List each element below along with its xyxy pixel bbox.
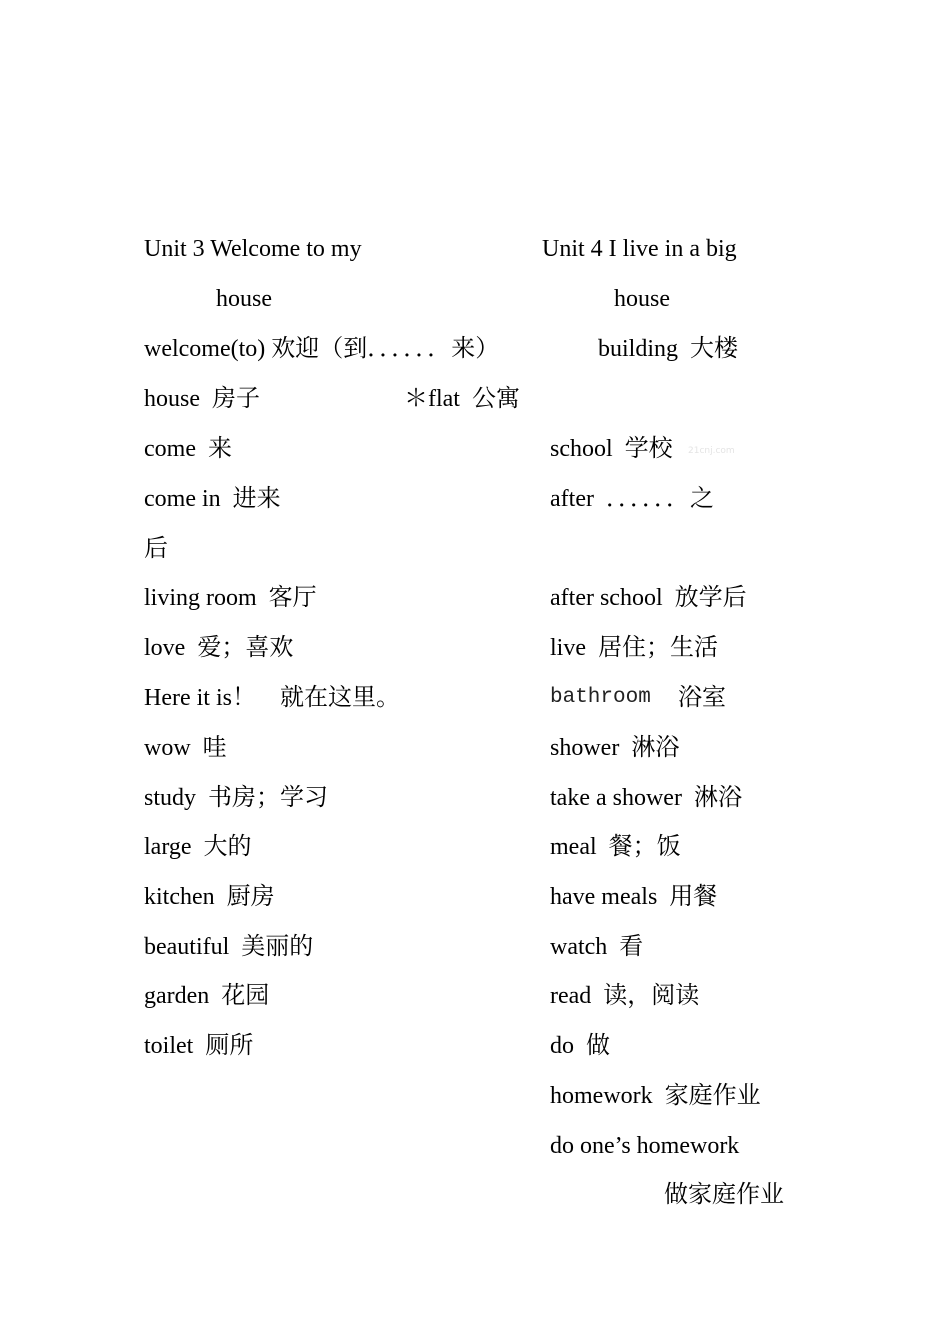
vocab-come: come 来 [144, 436, 232, 462]
vocab-living-room: living room 客厅 [144, 585, 317, 611]
vocab-do: do 做 [550, 1033, 610, 1059]
unit4-title-line1: Unit 4 I live in a big [542, 236, 737, 262]
unit4-title-line2: house [614, 286, 670, 312]
vocab-take-a-shower: take a shower 淋浴 [550, 785, 742, 811]
vocab-bathroom-word: bathroom [550, 686, 651, 709]
vocab-toilet: toilet 厕所 [144, 1033, 254, 1059]
vocab-school: school 学校 [550, 436, 673, 462]
vocab-large: large 大的 [144, 834, 252, 860]
vocab-live: live 居住；生活 [550, 635, 718, 661]
vocab-have-meals: have meals 用餐 [550, 884, 718, 910]
vocab-welcome: welcome(to) 欢迎（到．．．．．．来） [144, 336, 500, 362]
vocab-come-in: come in 进来 [144, 486, 281, 512]
unit3-title-line2: house [216, 286, 272, 312]
vocab-garden: garden 花园 [144, 983, 270, 1009]
vocab-beautiful: beautiful 美丽的 [144, 934, 314, 960]
vocab-love: love 爱；喜欢 [144, 635, 294, 661]
vocab-homework: homework 家庭作业 [550, 1083, 761, 1109]
vocab-flat: ＊flat 公寓 [404, 386, 520, 412]
vocab-house: house 房子 [144, 386, 260, 412]
vocab-after-line1: after ．．．．．．之 [550, 486, 714, 512]
vocab-read: read 读，阅读 [550, 983, 700, 1009]
vocab-here-it-is: Here it is！ 就在这里。 [144, 685, 400, 711]
vocab-after-school: after school 放学后 [550, 585, 747, 611]
unit3-title-line1: Unit 3 Welcome to my [144, 236, 362, 262]
vocab-after-line2: 后 [144, 536, 168, 562]
vocab-bathroom-meaning: 浴室 [678, 685, 726, 711]
vocab-study: study 书房；学习 [144, 785, 329, 811]
vocab-wow: wow 哇 [144, 735, 227, 761]
watermark: 21cnj.com [688, 446, 735, 456]
vocab-do-ones-homework: do one’s homework [550, 1133, 740, 1159]
vocab-do-ones-homework-meaning: 做家庭作业 [664, 1182, 784, 1208]
vocab-kitchen: kitchen 厨房 [144, 884, 275, 910]
vocab-shower: shower 淋浴 [550, 735, 680, 761]
vocab-watch: watch 看 [550, 934, 644, 960]
vocab-building: building 大楼 [598, 336, 739, 362]
vocab-meal: meal 餐；饭 [550, 834, 681, 860]
